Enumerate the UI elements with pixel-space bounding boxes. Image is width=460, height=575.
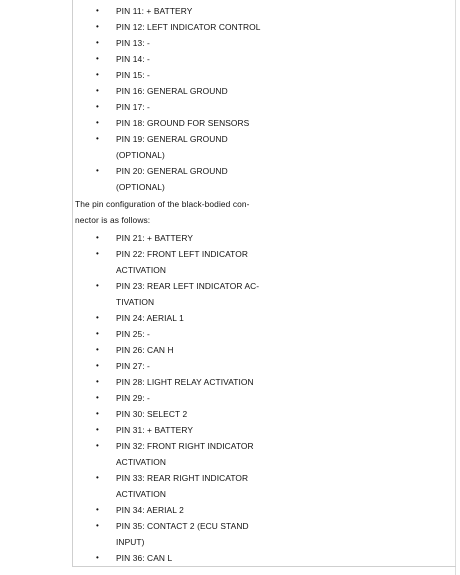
pin-description: PIN 15: - <box>116 70 150 80</box>
list-item <box>75 19 266 35</box>
list-item <box>75 3 266 19</box>
pin-description: PIN 31: + BATTERY <box>116 425 194 435</box>
bullet: • <box>96 473 99 482</box>
list-item <box>75 131 266 163</box>
list-item <box>75 51 266 67</box>
bottom-margin-rule <box>72 566 456 567</box>
list-item <box>75 470 266 502</box>
bullet: • <box>96 393 99 402</box>
list-item <box>75 326 266 342</box>
bullet: • <box>96 553 99 562</box>
pin-description: PIN 16: GENERAL GROUND <box>116 86 228 96</box>
bullet: • <box>96 329 99 338</box>
pin-list-black-connector <box>75 230 266 566</box>
bullet: • <box>96 166 99 175</box>
pin-description: PIN 22: FRONT LEFT INDICATOR ACTIVATION <box>116 249 249 275</box>
bullet: • <box>96 86 99 95</box>
list-item <box>75 163 266 195</box>
list-item <box>75 358 266 374</box>
list-item <box>75 99 266 115</box>
bullet: • <box>96 377 99 386</box>
pin-list-grey-connector <box>75 3 266 195</box>
pin-description: PIN 19: GENERAL GROUND (OPTIONAL) <box>116 134 228 160</box>
bullet: • <box>96 249 99 258</box>
list-item <box>75 390 266 406</box>
list-item <box>75 310 266 326</box>
list-item <box>75 374 266 390</box>
pin-description: PIN 21: + BATTERY <box>116 233 194 243</box>
pin-description: PIN 20: GENERAL GROUND (OPTIONAL) <box>116 166 228 192</box>
bullet: • <box>96 313 99 322</box>
connector-intro-paragraph: The pin configuration of the black-bodied con-nector is as follows: <box>75 199 250 225</box>
list-item <box>75 246 266 278</box>
bullet: • <box>96 281 99 290</box>
list-item <box>75 406 266 422</box>
bullet: • <box>96 70 99 79</box>
list-item <box>75 438 266 470</box>
pin-description: PIN 18: GROUND FOR SENSORS <box>116 118 250 128</box>
pin-description: PIN 13: - <box>116 38 150 48</box>
pin-description: PIN 14: - <box>116 54 150 64</box>
bullet: • <box>96 409 99 418</box>
bullet: • <box>96 505 99 514</box>
bullet: • <box>96 6 99 15</box>
bullet: • <box>96 54 99 63</box>
pin-description: PIN 33: REAR RIGHT INDICATOR ACTIVATION <box>116 473 249 499</box>
pin-description: PIN 11: + BATTERY <box>116 6 193 16</box>
bullet: • <box>96 425 99 434</box>
list-item <box>75 230 266 246</box>
left-margin-rule <box>72 0 73 566</box>
pin-description: PIN 28: LIGHT RELAY ACTIVATION <box>116 377 254 387</box>
pin-description: PIN 12: LEFT INDICATOR CONTROL <box>116 22 261 32</box>
list-item <box>75 502 266 518</box>
right-edge-rule <box>455 0 456 575</box>
bullet: • <box>96 38 99 47</box>
pin-description: PIN 34: AERIAL 2 <box>116 505 184 515</box>
pin-description: PIN 29: - <box>116 393 150 403</box>
pin-description: PIN 24: AERIAL 1 <box>116 313 184 323</box>
bullet: • <box>96 102 99 111</box>
list-item <box>75 342 266 358</box>
bullet: • <box>96 345 99 354</box>
bullet: • <box>96 22 99 31</box>
pin-description: PIN 32: FRONT RIGHT INDICATOR ACTIVATION <box>116 441 254 467</box>
pin-description: PIN 17: - <box>116 102 150 112</box>
pin-description: PIN 30: SELECT 2 <box>116 409 188 419</box>
list-item <box>75 115 266 131</box>
pin-description: PIN 36: CAN L <box>116 553 173 563</box>
pin-description: PIN 26: CAN H <box>116 345 174 355</box>
list-item <box>75 518 266 550</box>
pin-description: PIN 27: - <box>116 361 150 371</box>
list-item <box>75 422 266 438</box>
list-item <box>75 278 266 310</box>
list-item <box>75 67 266 83</box>
bullet: • <box>96 521 99 530</box>
bullet: • <box>96 134 99 143</box>
pin-description: PIN 23: REAR LEFT INDICATOR AC-TIVATION <box>116 281 260 307</box>
list-item <box>75 550 266 566</box>
list-item <box>75 83 266 99</box>
bullet: • <box>96 441 99 450</box>
pin-description: PIN 25: - <box>116 329 150 339</box>
list-item <box>75 35 266 51</box>
bullet: • <box>96 361 99 370</box>
bullet: • <box>96 233 99 242</box>
pin-description: PIN 35: CONTACT 2 (ECU STAND INPUT) <box>116 521 249 547</box>
bullet: • <box>96 118 99 127</box>
